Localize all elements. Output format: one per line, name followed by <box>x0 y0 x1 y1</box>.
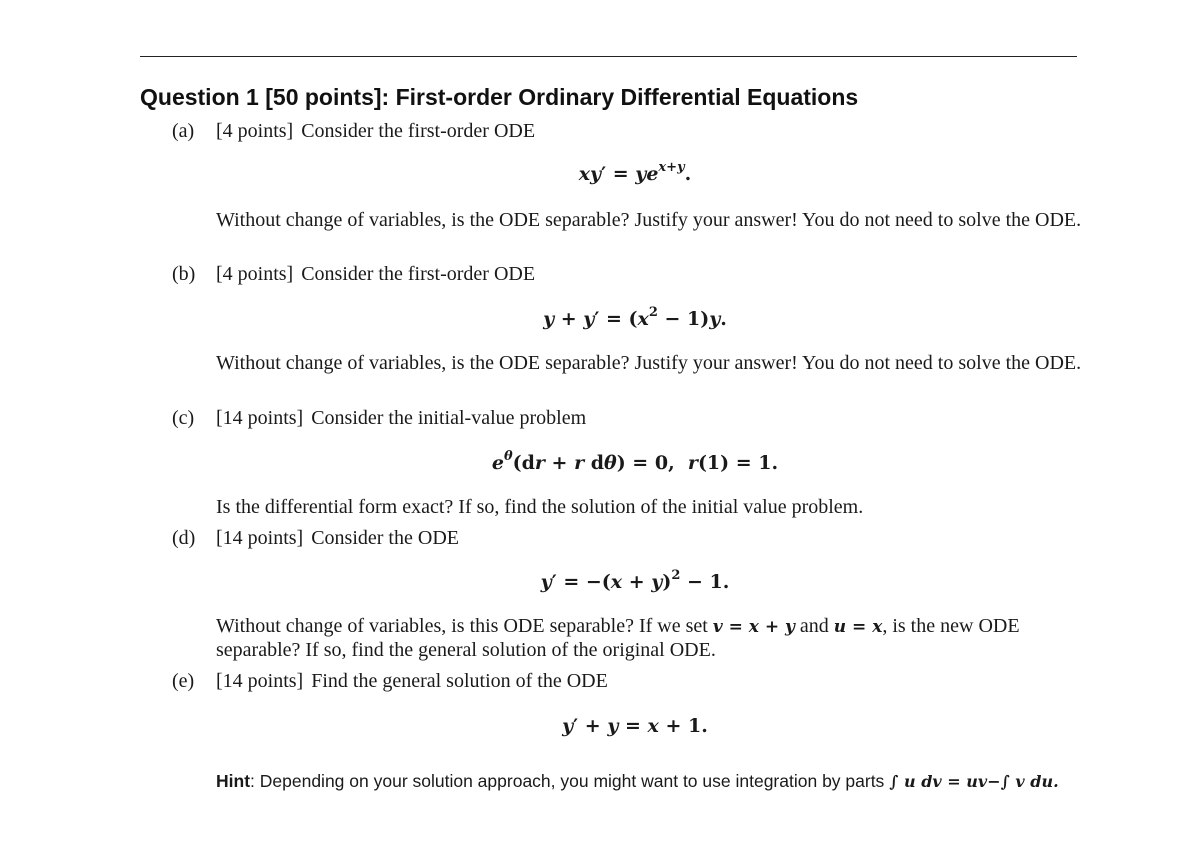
part-c-intro: Consider the initial-value problem <box>311 407 587 429</box>
part-a-header <box>172 120 535 143</box>
part-d-question-pre: Without change of variables, is this ODE separable? If we set <box>216 615 708 637</box>
hint-label: Hint <box>216 771 251 791</box>
part-e-intro: Find the general solution of the ODE <box>311 670 608 692</box>
hint-formula: ∫ u dv = uv−∫ v du. <box>889 772 1059 791</box>
hint-text: : Depending on your solution approach, you might want to use integration by parts <box>250 771 885 791</box>
top-rule <box>140 56 1077 57</box>
part-a-intro: Consider the first-order ODE <box>301 120 536 142</box>
part-b-points: [4 points] <box>216 263 294 285</box>
part-e-equation: y′ + y = x + 1. <box>562 715 708 737</box>
part-d-header <box>172 527 459 550</box>
question-title: Question 1 [50 points]: First-order Ordinary Differential Equations <box>140 84 859 110</box>
part-e-points: [14 points] <box>216 670 304 692</box>
part-d-substitution-u: u = x <box>833 617 883 637</box>
part-d-question-and: and <box>799 615 829 637</box>
part-c-equation: $e^\theta(dr + r$ dθ) = 0, r(1) = 1. <box>491 449 779 474</box>
part-a-question: Without change of variables, is the ODE separable? Justify your answer! You do not need to solve the ODE. <box>216 209 1082 231</box>
part-d-question-post: , is the new ODE separable? If so, find the general solution of the original ODE. <box>216 615 1020 661</box>
part-a-label: (a) <box>172 120 195 142</box>
part-d-intro: Consider the ODE <box>311 527 459 549</box>
part-d-label: (d) <box>172 527 196 549</box>
part-c-label: (c) <box>172 407 195 429</box>
part-b-question: Without change of variables, is the ODE separable? Justify your answer! You do not need to solve the ODE. <box>216 352 1082 374</box>
part-d-equation: $y' = -(x + y)^2 - 1$. <box>540 568 730 593</box>
part-b-header <box>172 263 535 286</box>
part-d-substitution-v: v = x + y <box>712 617 795 637</box>
part-a-equation: $xy' = ye^{x+y}$. <box>578 160 692 185</box>
part-c-header <box>172 407 586 430</box>
part-d-points: [14 points] <box>216 527 304 549</box>
part-b-equation: $y + y' = (x^2 - 1)y$. <box>543 305 727 330</box>
part-b-label: (b) <box>172 263 196 285</box>
part-b-intro: Consider the first-order ODE <box>301 263 536 285</box>
part-c-points: [14 points] <box>216 407 304 429</box>
part-c-question: Is the differential form exact? If so, find the solution of the initial value problem. <box>216 496 864 518</box>
part-a-points: [4 points] <box>216 120 294 142</box>
part-e-header <box>172 670 608 693</box>
part-d-question <box>216 615 1096 662</box>
part-e-label: (e) <box>172 670 195 692</box>
hint <box>216 771 1059 792</box>
